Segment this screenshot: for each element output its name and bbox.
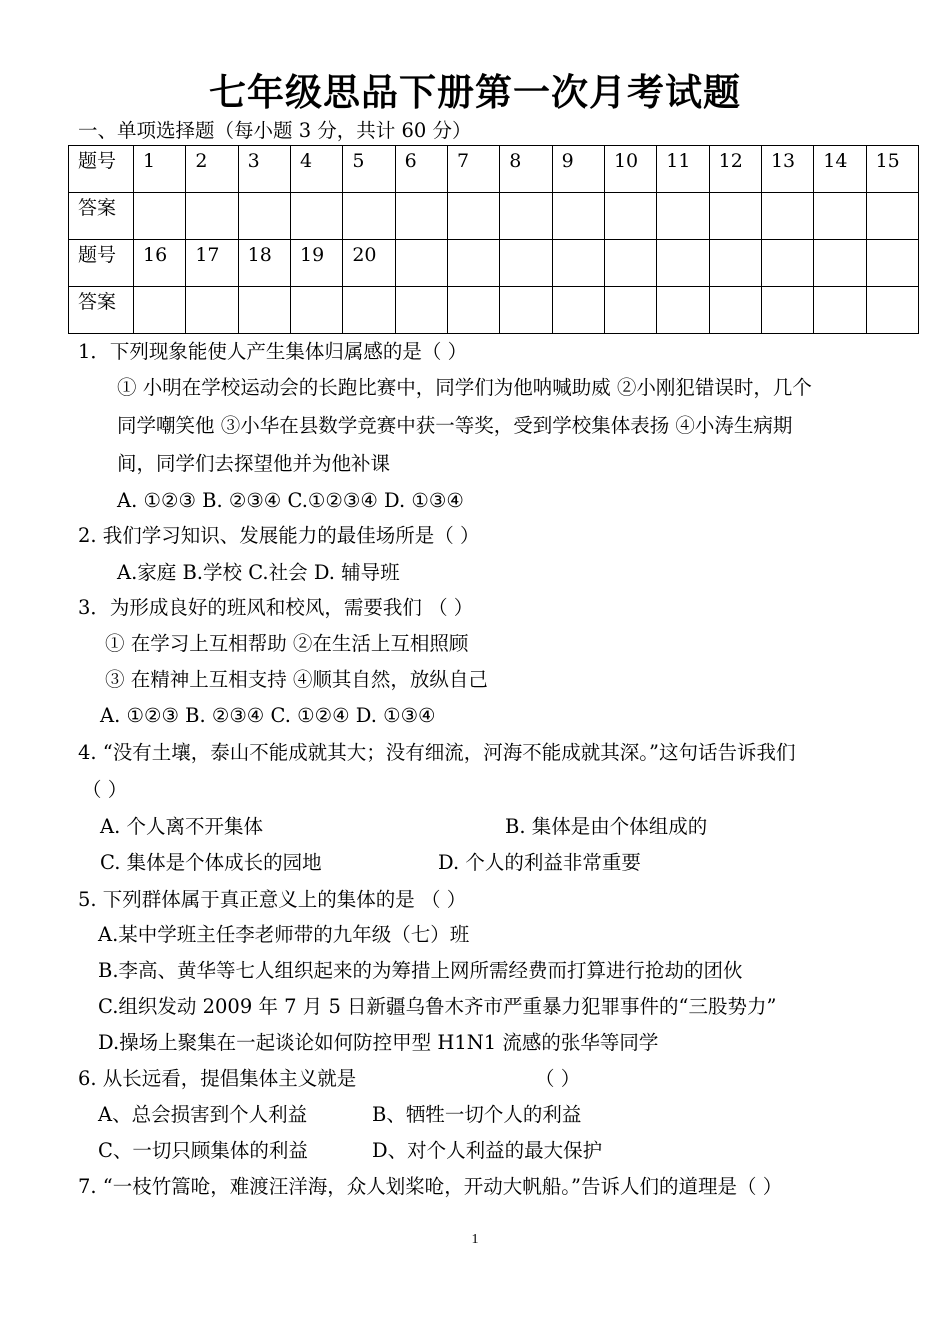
table-cell: 18 — [238, 240, 290, 287]
table-cell: 5 — [343, 146, 395, 193]
row-label: 题号 — [69, 146, 134, 193]
question-7-stem: 7. “一枝竹篙呛，难渡汪洋海，众人划桨呛，开动大帆船。”告诉人们的道理是（ ） — [78, 1175, 783, 1198]
table-cell: 19 — [290, 240, 342, 287]
answer-table — [68, 145, 919, 334]
answer-cell[interactable] — [343, 193, 395, 240]
question-6-stem: 6. 从长远看，提倡集体主义就是 — [78, 1067, 357, 1090]
question-3-options: A. ①②③ B. ②③④ C. ①②④ D. ①③④ — [100, 704, 436, 727]
answer-cell[interactable] — [186, 193, 238, 240]
table-row — [69, 287, 919, 334]
answer-cell[interactable] — [134, 193, 186, 240]
answer-cell[interactable] — [814, 287, 866, 334]
table-cell: 13 — [761, 146, 813, 193]
answer-cell[interactable] — [866, 193, 918, 240]
question-3-item: ① 在学习上互相帮助 ②在生活上互相照顾 — [105, 632, 469, 655]
answer-cell[interactable] — [238, 287, 290, 334]
question-1-body: ① 小明在学校运动会的长跑比赛中，同学们为他呐喊助威 ②小刚犯错误时，几个 — [117, 376, 812, 399]
question-6-option-b: B、牺牲一切个人的利益 — [372, 1103, 582, 1126]
answer-cell[interactable] — [290, 193, 342, 240]
table-row — [69, 146, 919, 193]
question-5-option-b: B.李高、黄华等七人组织起来的为筹措上网所需经费而打算进行抢劫的团伙 — [98, 959, 743, 982]
section-heading: 一、单项选择题（每小题 3 分，共计 60 分） — [78, 119, 472, 142]
question-3-stem: 3．为形成良好的班风和校风，需要我们 （ ） — [78, 596, 474, 619]
table-cell: 17 — [186, 240, 238, 287]
answer-cell[interactable] — [447, 287, 499, 334]
answer-cell[interactable] — [709, 193, 761, 240]
table-cell: 14 — [814, 146, 866, 193]
question-6-option-c: C、一切只顾集体的利益 — [98, 1139, 308, 1162]
answer-cell[interactable] — [814, 193, 866, 240]
table-cell — [500, 240, 552, 287]
page-number: 1 — [471, 1232, 479, 1247]
table-cell: 6 — [395, 146, 447, 193]
answer-cell[interactable] — [761, 287, 813, 334]
table-cell: 7 — [447, 146, 499, 193]
table-cell: 11 — [657, 146, 709, 193]
table-cell — [866, 240, 918, 287]
table-cell: 20 — [343, 240, 395, 287]
table-cell: 4 — [290, 146, 342, 193]
question-4-option-b: B. 集体是由个体组成的 — [505, 815, 708, 838]
question-4-paren: （ ） — [82, 778, 128, 801]
answer-cell[interactable] — [604, 193, 656, 240]
question-1-body: 间，同学们去探望他并为他补课 — [117, 452, 391, 475]
row-label: 题号 — [69, 240, 134, 287]
answer-cell[interactable] — [395, 193, 447, 240]
question-5-option-a: A.某中学班主任李老师带的九年级（七）班 — [98, 923, 470, 946]
question-2-options: A.家庭 B.学校 C.社会 D. 辅导班 — [117, 561, 400, 584]
table-cell: 15 — [866, 146, 918, 193]
question-4-option-d: D. 个人的利益非常重要 — [438, 851, 641, 874]
question-4-stem: 4. “没有土壤，泰山不能成就其大；没有细流，河海不能成就其深。”这句话告诉我们 — [78, 741, 796, 764]
answer-cell[interactable] — [761, 193, 813, 240]
answer-cell[interactable] — [500, 287, 552, 334]
table-cell: 3 — [238, 146, 290, 193]
table-row — [69, 240, 919, 287]
answer-cell[interactable] — [552, 193, 604, 240]
answer-cell[interactable] — [709, 287, 761, 334]
answer-cell[interactable] — [552, 287, 604, 334]
table-cell — [709, 240, 761, 287]
answer-cell[interactable] — [290, 287, 342, 334]
table-cell: 9 — [552, 146, 604, 193]
answer-cell[interactable] — [500, 193, 552, 240]
question-1-body: 同学嘲笑他 ③小华在县数学竞赛中获一等奖，受到学校集体表扬 ④小涛生病期 — [117, 414, 793, 437]
table-row — [69, 193, 919, 240]
table-cell: 1 — [134, 146, 186, 193]
table-cell: 12 — [709, 146, 761, 193]
question-5-stem: 5. 下列群体属于真正意义上的集体的是 （ ） — [78, 888, 467, 911]
answer-cell[interactable] — [866, 287, 918, 334]
table-cell — [395, 240, 447, 287]
answer-cell[interactable] — [395, 287, 447, 334]
row-label: 答案 — [69, 193, 134, 240]
table-cell — [657, 240, 709, 287]
question-6-paren: （ ） — [535, 1067, 581, 1090]
answer-cell[interactable] — [657, 193, 709, 240]
table-cell: 16 — [134, 240, 186, 287]
row-label: 答案 — [69, 287, 134, 334]
answer-cell[interactable] — [134, 287, 186, 334]
table-cell: 8 — [500, 146, 552, 193]
table-cell: 2 — [186, 146, 238, 193]
table-cell: 10 — [604, 146, 656, 193]
answer-cell[interactable] — [186, 287, 238, 334]
question-1-options: A. ①②③ B. ②③④ C.①②③④ D. ①③④ — [117, 489, 464, 512]
answer-cell[interactable] — [604, 287, 656, 334]
question-2-stem: 2. 我们学习知识、发展能力的最佳场所是（ ） — [78, 524, 480, 547]
answer-cell[interactable] — [238, 193, 290, 240]
question-5-option-c: C.组织发动 2009 年 7 月 5 日新疆乌鲁木齐市严重暴力犯罪事件的“三股势力” — [98, 995, 777, 1018]
answer-cell[interactable] — [447, 193, 499, 240]
answer-cell[interactable] — [657, 287, 709, 334]
question-4-option-c: C. 集体是个体成长的园地 — [100, 851, 322, 874]
table-cell — [552, 240, 604, 287]
question-5-option-d: D.操场上聚集在一起谈论如何防控甲型 H1N1 流感的张华等同学 — [98, 1031, 659, 1054]
answer-cell[interactable] — [343, 287, 395, 334]
table-cell — [604, 240, 656, 287]
question-6-option-d: D、对个人利益的最大保护 — [372, 1139, 603, 1162]
question-4-option-a: A. 个人离不开集体 — [100, 815, 263, 838]
page-title: 七年级思品下册第一次月考试题 — [209, 71, 741, 114]
table-cell — [447, 240, 499, 287]
table-cell — [761, 240, 813, 287]
question-3-item: ③ 在精神上互相支持 ④顺其自然，放纵自己 — [105, 668, 488, 691]
question-1-stem: 1．下列现象能使人产生集体归属感的是（ ） — [78, 340, 468, 363]
table-cell — [814, 240, 866, 287]
question-6-option-a: A、总会损害到个人利益 — [98, 1103, 308, 1126]
